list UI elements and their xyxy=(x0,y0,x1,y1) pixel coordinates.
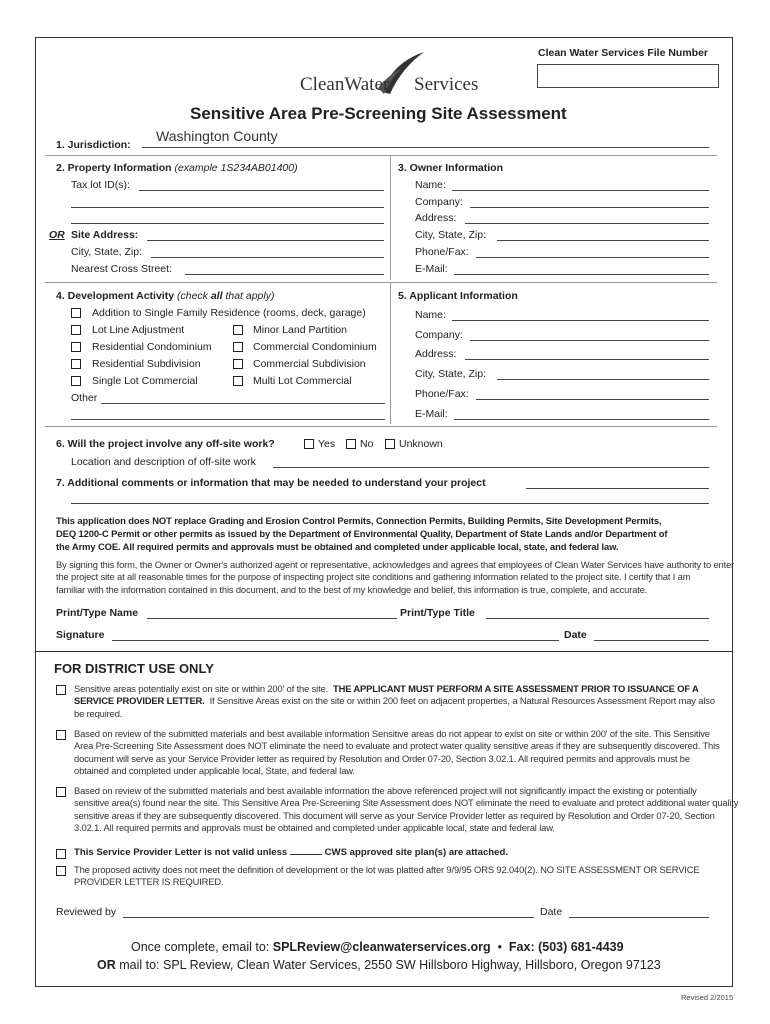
option-commercial-condo: Commercial Condominium xyxy=(253,341,377,353)
owner-heading: 3. Owner Information xyxy=(398,162,504,174)
form-border xyxy=(35,37,733,987)
checkbox-residential-subdivision[interactable] xyxy=(71,359,81,369)
owner-phone-field[interactable] xyxy=(476,257,709,258)
checkbox-residential-condo[interactable] xyxy=(71,342,81,352)
option-no: No xyxy=(360,438,374,450)
comments-field[interactable] xyxy=(526,488,709,489)
option-minor-partition: Minor Land Partition xyxy=(253,324,347,336)
other-label: Other xyxy=(71,392,98,404)
checkbox-no[interactable] xyxy=(346,439,356,449)
option-lot-line: Lot Line Adjustment xyxy=(92,324,185,336)
checkbox-minor-partition[interactable] xyxy=(233,325,243,335)
applicant-company-label: Company: xyxy=(415,329,463,341)
tax-lot-label: Tax lot ID(s): xyxy=(71,179,130,191)
revision-date: Revised 2/2015 xyxy=(681,993,734,1002)
signature-date-label: Date xyxy=(564,629,587,641)
checkbox-district-2[interactable] xyxy=(56,730,66,740)
reviewed-by-field[interactable] xyxy=(123,917,534,918)
applicant-phone-field[interactable] xyxy=(476,399,709,400)
applicant-heading: 5. Applicant Information xyxy=(398,290,518,302)
print-title-field[interactable] xyxy=(486,618,709,619)
applicant-name-label: Name: xyxy=(415,309,446,321)
city-state-zip-label: City, State, Zip: xyxy=(71,246,142,258)
applicant-city-field[interactable] xyxy=(497,379,709,380)
signature-date-field[interactable] xyxy=(594,640,709,641)
comments-label: 7. Additional comments or information that may be needed to understand your project xyxy=(56,477,486,489)
applicant-address-label: Address: xyxy=(415,348,457,360)
option-single-lot-commercial: Single Lot Commercial xyxy=(92,375,198,387)
checkbox-unknown[interactable] xyxy=(385,439,395,449)
checkbox-lot-line[interactable] xyxy=(71,325,81,335)
applicant-company-field[interactable] xyxy=(470,340,709,341)
city-state-zip-field[interactable] xyxy=(151,257,384,258)
applicant-phone-label: Phone/Fax: xyxy=(415,388,469,400)
owner-email-label: E-Mail: xyxy=(415,263,448,275)
tax-lot-field-2[interactable] xyxy=(71,207,384,208)
option-commercial-subdivision: Commercial Subdivision xyxy=(253,358,366,370)
comments-field-2[interactable] xyxy=(71,503,709,504)
checkbox-district-4[interactable] xyxy=(56,849,66,859)
signature-label: Signature xyxy=(56,629,105,641)
logo-text: CleanWater xyxy=(300,74,390,95)
owner-email-field[interactable] xyxy=(454,274,709,275)
print-title-label: Print/Type Title xyxy=(400,607,475,619)
owner-address-label: Address: xyxy=(415,212,457,224)
jurisdiction-value[interactable]: Washington County xyxy=(156,128,278,144)
email-link[interactable]: SPLReview@cleanwaterservices.org xyxy=(272,940,491,954)
print-name-label: Print/Type Name xyxy=(56,607,139,619)
owner-city-label: City, State, Zip: xyxy=(415,229,486,241)
district-item-2: Based on review of the submitted materials and best available information Sensitive areas do not appear to exist on site or within 200' of the site. This Sensitive Area Pre-Screening Site Assessment does NOT eliminate the need to evaluate and protect water quality sensitive areas if they are subsequently discovered. This document will serve as your Service Provider letter as required by Resolution and Order 07-20, Section 3.02.1. All required permits and approvals must be obtained and completed under applicable local, State, and federal law. xyxy=(74,728,720,776)
applicant-email-label: E-Mail: xyxy=(415,408,448,420)
cross-street-label: Nearest Cross Street: xyxy=(71,263,172,275)
file-number-input[interactable] xyxy=(537,64,719,88)
owner-city-field[interactable] xyxy=(497,240,709,241)
tax-lot-field[interactable] xyxy=(139,190,384,191)
file-number-label: Clean Water Services File Number xyxy=(538,47,709,59)
footer-email-line: Once complete, email to: SPLReview@cleanwaterservices.org • Fax: (503) 681-4439 xyxy=(131,940,624,954)
reviewed-date-label: Date xyxy=(540,906,563,918)
district-item-1: Sensitive areas potentially exist on site or within 200' of the site. THE APPLICANT MUST PERFORM A SITE ASSESSMENT PRIOR TO ISSUANCE OF A SERVICE PROVIDER LETTER. If Sensitive Areas exist on the site or within 200 feet on adjacent properties, a Natural Resources Assessment Report may also be required. xyxy=(74,683,715,719)
site-plan-count-field[interactable] xyxy=(290,854,322,855)
jurisdiction-label: 1. Jurisdiction: xyxy=(56,139,131,151)
checkbox-yes[interactable] xyxy=(304,439,314,449)
option-yes: Yes xyxy=(318,438,336,450)
checkbox-single-lot-commercial[interactable] xyxy=(71,376,81,386)
owner-name-label: Name: xyxy=(415,179,446,191)
checkbox-multi-lot-commercial[interactable] xyxy=(233,376,243,386)
page-title: Sensitive Area Pre-Screening Site Assessment xyxy=(190,104,567,123)
district-item-3: Based on review of the submitted materials and best available information the above referenced project will not significantly impact the existing or potentially sensitive area(s) found near the site. This Sensitive Area Pre-Screening Site Assessment does NOT eliminate the need to evaluate and protect additional water quality sensitive areas if they are subsequently discovered. This document will serve as your Service Provider letter as required by Resolution and Order 07-20, Section 3.02.1. All required permits and approvals must be obtained and completed under applicable local, state and federal law. xyxy=(74,785,739,833)
development-heading: 4. Development Activity (check all that apply) xyxy=(56,290,275,302)
checkbox-addition-sfr[interactable] xyxy=(71,308,81,318)
other-field[interactable] xyxy=(101,403,385,404)
site-address-label: Site Address: xyxy=(71,229,139,241)
option-residential-condo: Residential Condominium xyxy=(92,341,212,353)
district-heading: FOR DISTRICT USE ONLY xyxy=(54,661,214,676)
print-name-field[interactable] xyxy=(147,618,397,619)
checkbox-district-5[interactable] xyxy=(56,866,66,876)
offsite-location-label: Location and description of off-site work xyxy=(71,456,256,468)
owner-phone-label: Phone/Fax: xyxy=(415,246,469,258)
option-unknown: Unknown xyxy=(399,438,443,450)
permits-notice: This application does NOT replace Grading and Erosion Control Permits, Connection Permits, Building Permits, Site Development Permits, DEQ 1200-C Permit or other permits as issued by the Department of Environmental Quality, Department of State Lands and/or Department of the Army COE. All required permits and approvals must be obtained and completed under applicable local, state, and federal law. xyxy=(56,515,668,552)
tax-lot-field-3[interactable] xyxy=(71,223,384,224)
checkbox-district-1[interactable] xyxy=(56,685,66,695)
applicant-city-label: City, State, Zip: xyxy=(415,368,486,380)
district-item-5: The proposed activity does not meet the definition of development or the lot was platted after 9/9/95 ORS 92.040(2). NO SITE ASSESSMENT OR SERVICE PROVIDER LETTER IS REQUIRED. xyxy=(74,864,700,888)
option-addition-sfr: Addition to Single Family Residence (rooms, deck, garage) xyxy=(92,307,366,319)
checkbox-commercial-condo[interactable] xyxy=(233,342,243,352)
district-item-4: This Service Provider Letter is not valid unless CWS approved site plan(s) are attached. xyxy=(74,847,509,858)
footer-mail-line: OR mail to: SPL Review, Clean Water Services, 2550 SW Hillsboro Highway, Hillsboro, Oregon 97123 xyxy=(97,958,661,972)
signature-field[interactable] xyxy=(112,640,559,641)
certification-text: By signing this form, the Owner or Owner's authorized agent or representative, acknowledges and agrees that employees of Clean Water Services have authority to enter the project site at all reasonable times for the purpose of inspecting project site conditions and gathering information related to the project site. I certify that I am familiar with the information contained in this document, and to the best of my knowledge and belief, this information is true, complete, and accurate. xyxy=(56,559,735,595)
applicant-address-field[interactable] xyxy=(465,359,709,360)
reviewed-date-field[interactable] xyxy=(569,917,709,918)
applicant-email-field[interactable] xyxy=(454,419,709,420)
reviewed-by-label: Reviewed by xyxy=(56,906,117,918)
cross-street-field[interactable] xyxy=(185,274,384,275)
offsite-location-field[interactable] xyxy=(273,467,709,468)
property-heading: 2. Property Information (example 1S234AB01400) xyxy=(56,162,298,174)
owner-company-field[interactable] xyxy=(470,207,709,208)
site-address-field[interactable] xyxy=(147,240,384,241)
option-multi-lot-commercial: Multi Lot Commercial xyxy=(253,375,352,387)
owner-address-field[interactable] xyxy=(465,223,709,224)
owner-name-field[interactable] xyxy=(452,190,709,191)
owner-company-label: Company: xyxy=(415,196,463,208)
checkbox-district-3[interactable] xyxy=(56,787,66,797)
offsite-question: 6. Will the project involve any off-site work? xyxy=(56,438,275,450)
applicant-name-field[interactable] xyxy=(452,320,709,321)
checkbox-commercial-subdivision[interactable] xyxy=(233,359,243,369)
logo-text-services: Services xyxy=(414,74,479,95)
other-field-2[interactable] xyxy=(71,419,385,420)
option-residential-subdivision: Residential Subdivision xyxy=(92,358,201,370)
or-label: OR xyxy=(49,229,65,241)
